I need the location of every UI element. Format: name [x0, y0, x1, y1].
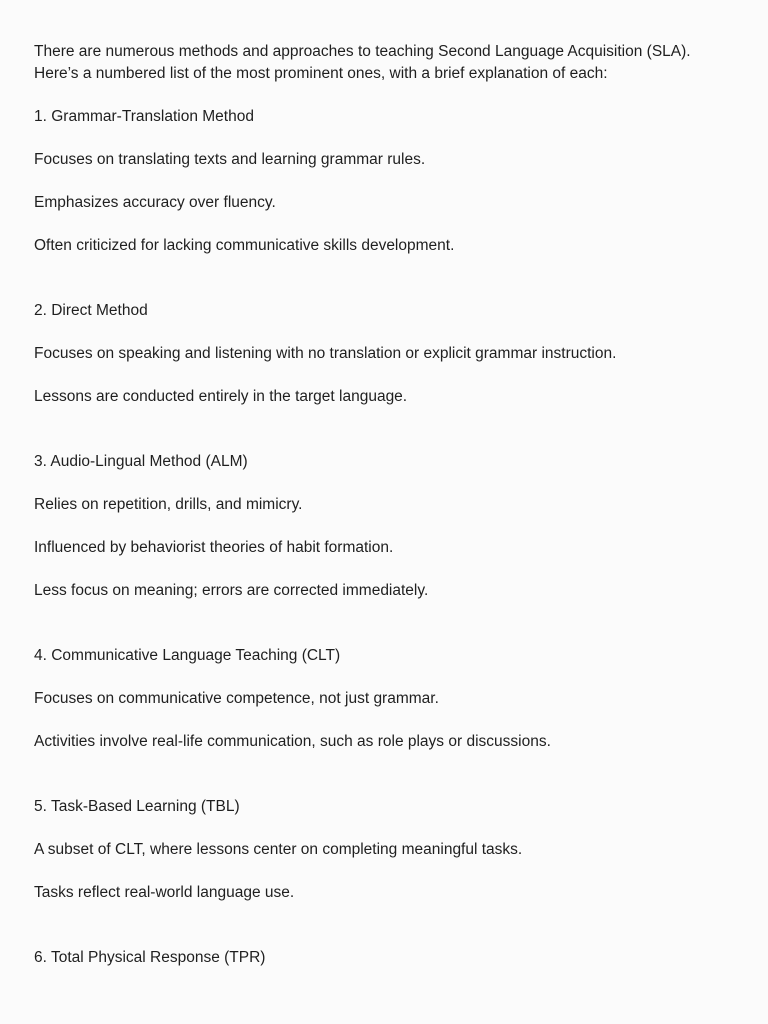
method-section-audio-lingual	[34, 451, 734, 602]
method-point: Activities involve real-life communication, such as role plays or discussions.	[34, 733, 551, 750]
method-heading: 3. Audio-Lingual Method (ALM)	[34, 453, 248, 470]
method-heading: 2. Direct Method	[34, 302, 148, 319]
method-heading: 1. Grammar-Translation Method	[34, 108, 254, 125]
method-point: Focuses on translating texts and learning grammar rules.	[34, 151, 426, 168]
method-section-communicative	[34, 645, 734, 753]
method-section-total-physical-response	[34, 947, 734, 969]
method-section-direct	[34, 300, 734, 408]
method-point: Less focus on meaning; errors are corrected immediately.	[34, 582, 429, 599]
method-heading: 4. Communicative Language Teaching (CLT)	[34, 647, 341, 664]
intro-paragraph: There are numerous methods and approaches to teaching Second Language Acquisition (SLA). Here’s a numbered list of the most prominent ones, with a brief explanation of each:	[34, 43, 691, 82]
method-point: A subset of CLT, where lessons center on completing meaningful tasks.	[34, 841, 523, 858]
method-section-task-based	[34, 796, 734, 904]
method-point: Emphasizes accuracy over fluency.	[34, 194, 276, 211]
method-point: Relies on repetition, drills, and mimicry.	[34, 496, 303, 513]
method-point: Focuses on speaking and listening with no translation or explicit grammar instruction.	[34, 345, 617, 362]
method-point: Influenced by behaviorist theories of habit formation.	[34, 539, 394, 556]
method-point: Focuses on communicative competence, not just grammar.	[34, 690, 439, 707]
method-point: Tasks reflect real-world language use.	[34, 884, 295, 901]
method-heading: 6. Total Physical Response (TPR)	[34, 949, 266, 966]
method-section-grammar-translation	[34, 106, 734, 257]
method-heading: 5. Task-Based Learning (TBL)	[34, 798, 240, 815]
method-point: Often criticized for lacking communicative skills development.	[34, 237, 455, 254]
method-point: Lessons are conducted entirely in the target language.	[34, 388, 408, 405]
